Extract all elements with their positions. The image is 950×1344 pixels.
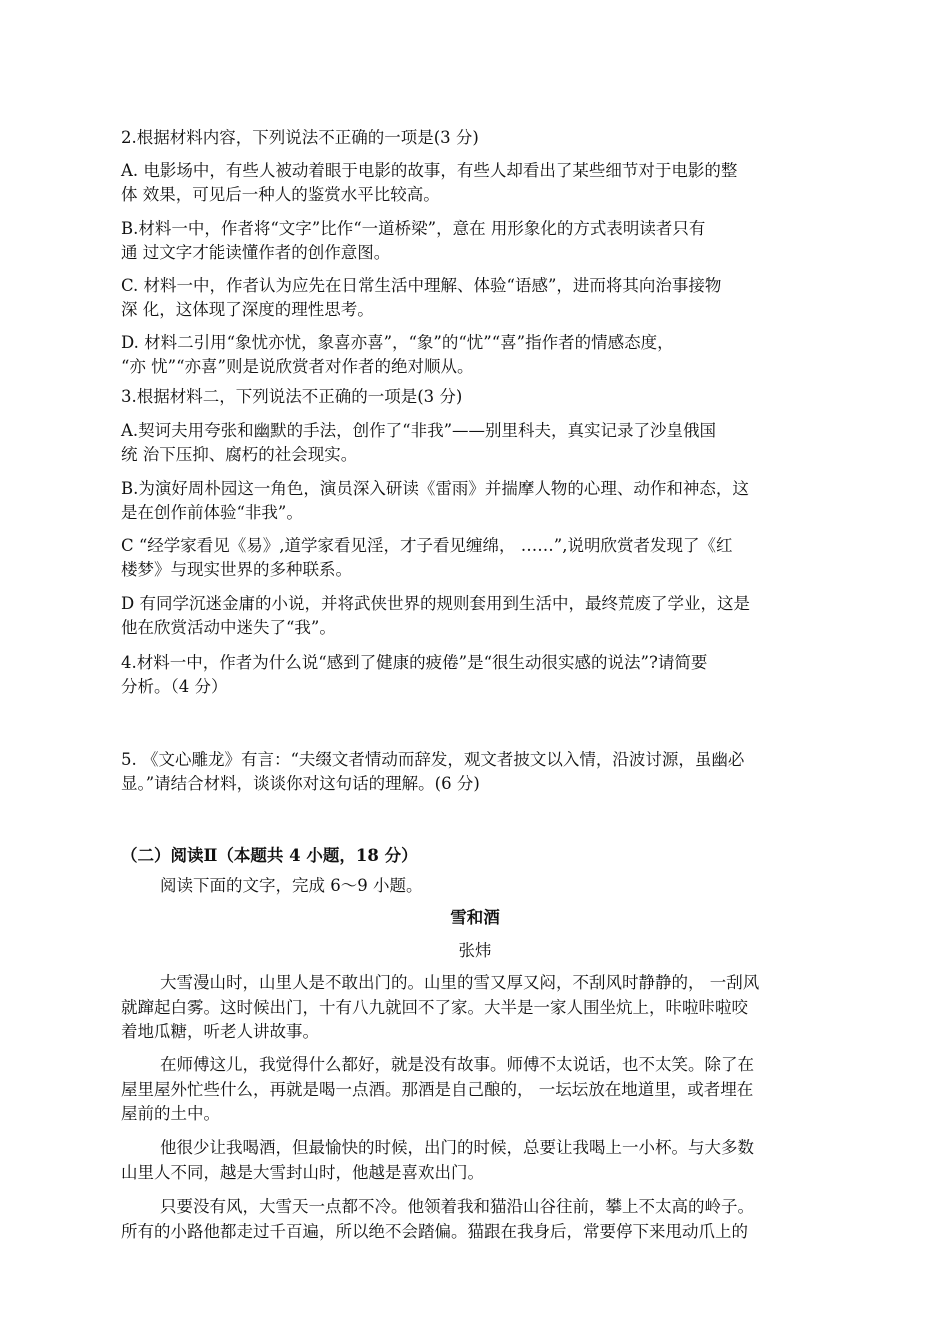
paragraph-3-line-2: 山里人不同，越是大雪封山时，他越是喜欢出门。 (121, 1163, 484, 1182)
question-2-option-d: D. 材料二引用“象忧亦忧，象喜亦喜”，“象”的“忧”“喜”指作者的情感态度， (121, 333, 674, 352)
paragraph-2-line-3: 屋前的土中。 (121, 1104, 220, 1123)
question-3-option-d-cont: 他在欣赏活动中迷失了“我”。 (121, 618, 336, 637)
question-3-option-c: C “经学家看见《易》,道学家看见淫，才子看见缠绵， ……”,说明欣赏者发现了《红 (121, 536, 733, 555)
paragraph-4-line-1: 只要没有风，大雪天一点都不冷。他领着我和猫沿山谷往前，攀上不太高的岭子。 (160, 1197, 754, 1216)
question-4: 4.材料一中，作者为什么说“感到了健康的疲倦”是“很生动很实感的说法”?请简要 (121, 653, 708, 672)
question-2-option-a: A. 电影场中，有些人被动着眼于电影的故事，有些人却看出了某些细节对于电影的整 (121, 161, 738, 180)
article-title: 雪和酒 (450, 908, 500, 927)
paragraph-1-line-1: 大雪漫山时，山里人是不敢出门的。山里的雪又厚又闷，不刮风时静静的， 一刮风 (160, 973, 760, 992)
question-5: 5. 《文心雕龙》有言：“夫缀文者情动而辞发，观文者披文以入情，沿波讨源，虽幽必 (121, 750, 745, 769)
question-4-cont: 分析。（4 分） (121, 677, 228, 696)
question-3-option-a: A.契诃夫用夸张和幽默的手法，创作了“非我”——别里科夫，真实记录了沙皇俄国 (121, 421, 717, 440)
question-2-option-c-cont: 深 化，这体现了深度的理性思考。 (121, 300, 374, 319)
question-3-stem: 3.根据材料二，下列说法不正确的一项是(3 分) (121, 387, 463, 406)
question-5-cont: 显。”请结合材料，谈谈你对这句话的理解。(6 分) (121, 774, 480, 793)
article-author: 张炜 (458, 941, 492, 960)
question-2-option-d-cont: “亦 忧”“亦喜”则是说欣赏者对作者的绝对顺从。 (121, 357, 474, 376)
question-3-option-a-cont: 统 治下压抑、腐朽的社会现实。 (121, 445, 358, 464)
question-2-stem: 2.根据材料内容，下列说法不正确的一项是(3 分) (121, 128, 479, 147)
section-heading: （二）阅读Ⅱ（本题共 4 小题，18 分） (121, 846, 418, 865)
paragraph-2-line-2: 屋里屋外忙些什么，再就是喝一点酒。那酒是自己酿的， 一坛坛放在地道里，或者埋在 (121, 1080, 754, 1099)
question-3-option-c-cont: 楼梦》与现实世界的多种联系。 (121, 560, 352, 579)
paragraph-2-line-1: 在师傅这儿，我觉得什么都好，就是没有故事。师傅不太说话，也不太笑。除了在 (160, 1055, 754, 1074)
question-3-option-d: D 有同学沉迷金庸的小说，并将武侠世界的规则套用到生活中，最终荒废了学业，这是 (121, 594, 750, 613)
question-2-option-a-cont: 体 效果，可见后一种人的鉴赏水平比较高。 (121, 185, 440, 204)
paragraph-4-line-2: 所有的小路他都走过千百遍，所以绝不会踏偏。猫跟在我身后，常要停下来甩动爪上的 (121, 1222, 748, 1241)
section-instruction: 阅读下面的文字，完成 6～9 小题。 (160, 876, 423, 895)
paragraph-1-line-3: 着地瓜糖，听老人讲故事。 (121, 1022, 319, 1041)
question-2-option-c: C. 材料一中，作者认为应先在日常生活中理解、体验“语感”，进而将其向治事接物 (121, 276, 722, 295)
question-3-option-b-cont: 是在创作前体验“非我”。 (121, 503, 303, 522)
question-2-option-b-cont: 通 过文字才能读懂作者的创作意图。 (121, 243, 391, 262)
question-3-option-b: B.为演好周朴园这一角色，演员深入研读《雷雨》并揣摩人物的心理、动作和神态，这 (121, 479, 749, 498)
question-2-option-b: B.材料一中，作者将“文字”比作“一道桥梁”，意在 用形象化的方式表明读者只有 (121, 219, 706, 238)
paragraph-3-line-1: 他很少让我喝酒，但最愉快的时候，出门的时候，总要让我喝上一小杯。与大多数 (160, 1138, 754, 1157)
paragraph-1-line-2: 就蹿起白雾。这时候出门，十有八九就回不了家。大半是一家人围坐炕上，咔啦咔啦咬 (121, 998, 748, 1017)
